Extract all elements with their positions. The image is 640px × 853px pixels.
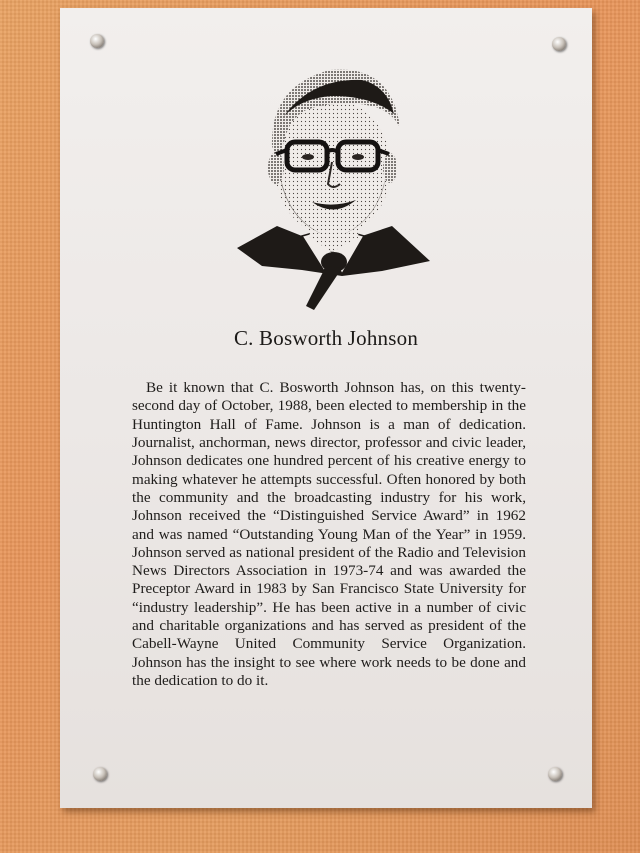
inductee-name: C. Bosworth Johnson [233, 326, 419, 350]
portrait-engraving [232, 56, 432, 314]
hall-of-fame-plaque [60, 8, 592, 808]
citation-text: Be it known that C. Bosworth Johnson has, on this twenty-second day of October, 1988, been elected to membership in the Huntington Hall of Fame. Johnson is a man of dedication. Journalist, anchorman, news director, professor and civic leader, Johnson dedicates one hundred percent of his creative energy to making whatever he attempts successful. Often honored by both the community and the broadcasting industry for his work, Johnson received the “Distinguished Service Award” in 1962 and was named “Outstanding Young Man of the Year” in 1959. Johnson served as national president of the Radio and Television News Directors Association in 1973-74 and was awarded the Preceptor Award in 1983 by San Francisco State University for “industry leadership”. He has been active in a number of civic and charitable organizations and has served as president of the Cabell-Wayne United Community Service Organization. Johnson has the insight to see where work needs to be done and the dedication to do it. [132, 379, 526, 689]
screw-icon [548, 767, 562, 781]
screw-icon [552, 37, 566, 51]
screw-icon [93, 767, 107, 781]
screw-icon [90, 34, 104, 48]
